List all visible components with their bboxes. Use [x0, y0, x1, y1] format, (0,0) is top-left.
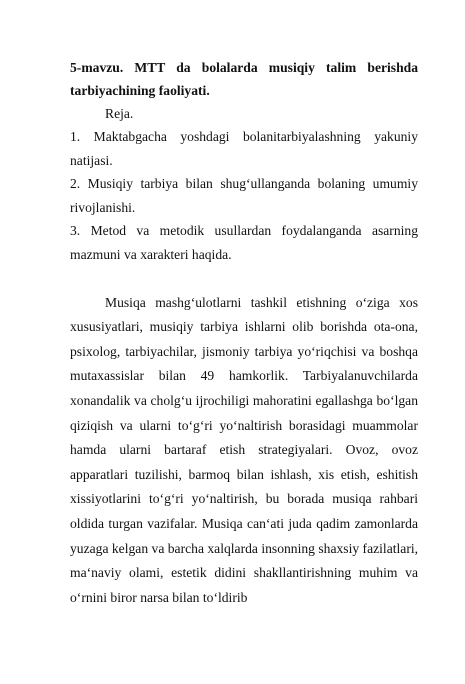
plan-item-1: 1. Maktabgacha yoshdagi bolanitarbiyalashning yakuniy natijasi.: [70, 129, 418, 168]
plan-heading: Reja.: [105, 106, 134, 121]
paragraph-spacer: [70, 267, 418, 291]
plan-item-3: 3. Metod va metodik usullardan foydalanganda asarning mazmuni va xarakteri haqida.: [70, 223, 418, 262]
document-title: 5-mavzu. MTT da bolalarda musiqiy talim berishda tarbiyachining faoliyati.: [70, 60, 418, 98]
plan-item-2: 2. Musiqiy tarbiya bilan shug‘ullanganda bolaning umumiy rivojlanishi.: [70, 176, 418, 215]
body-paragraph: Musiqa mashg‘ulotlarni tashkil etishning o‘ziga xos xususiyatlari, musiqiy tarbiya ishlarni olib borishda ota-ona, psixolog, tarbiyachilar, jismoniy tarbiya yo‘riqchisi va boshqa mutaxassislar bilan 49 hamkorlik. Tarbiyalanuvchilarda xonandalik va cholg‘u ijrochiligi mahoratini egallashga bo‘lgan qiziqish va ularni to‘g‘ri yo‘naltirish borasidagi muammolar hamda ularni bartaraf etish strategiyalari. Ovoz, ovoz apparatlari tuzilishi, barmoq bilan ishlash, xis etish, eshitish xissiyotlarini to‘g‘ri yo‘naltirish, bu borada musiqa rahbari oldida turgan vazifalar. Musiqa can‘ati juda qadim zamonlarda yuzaga kelgan va barcha xalqlarda insonning shaxsiy fazilatlari, ma‘naviy olami, estetik didini shakllantirishning muhim va o‘rnini biror narsa bilan to‘ldirib: [70, 294, 419, 605]
document-page: [70, 56, 418, 610]
